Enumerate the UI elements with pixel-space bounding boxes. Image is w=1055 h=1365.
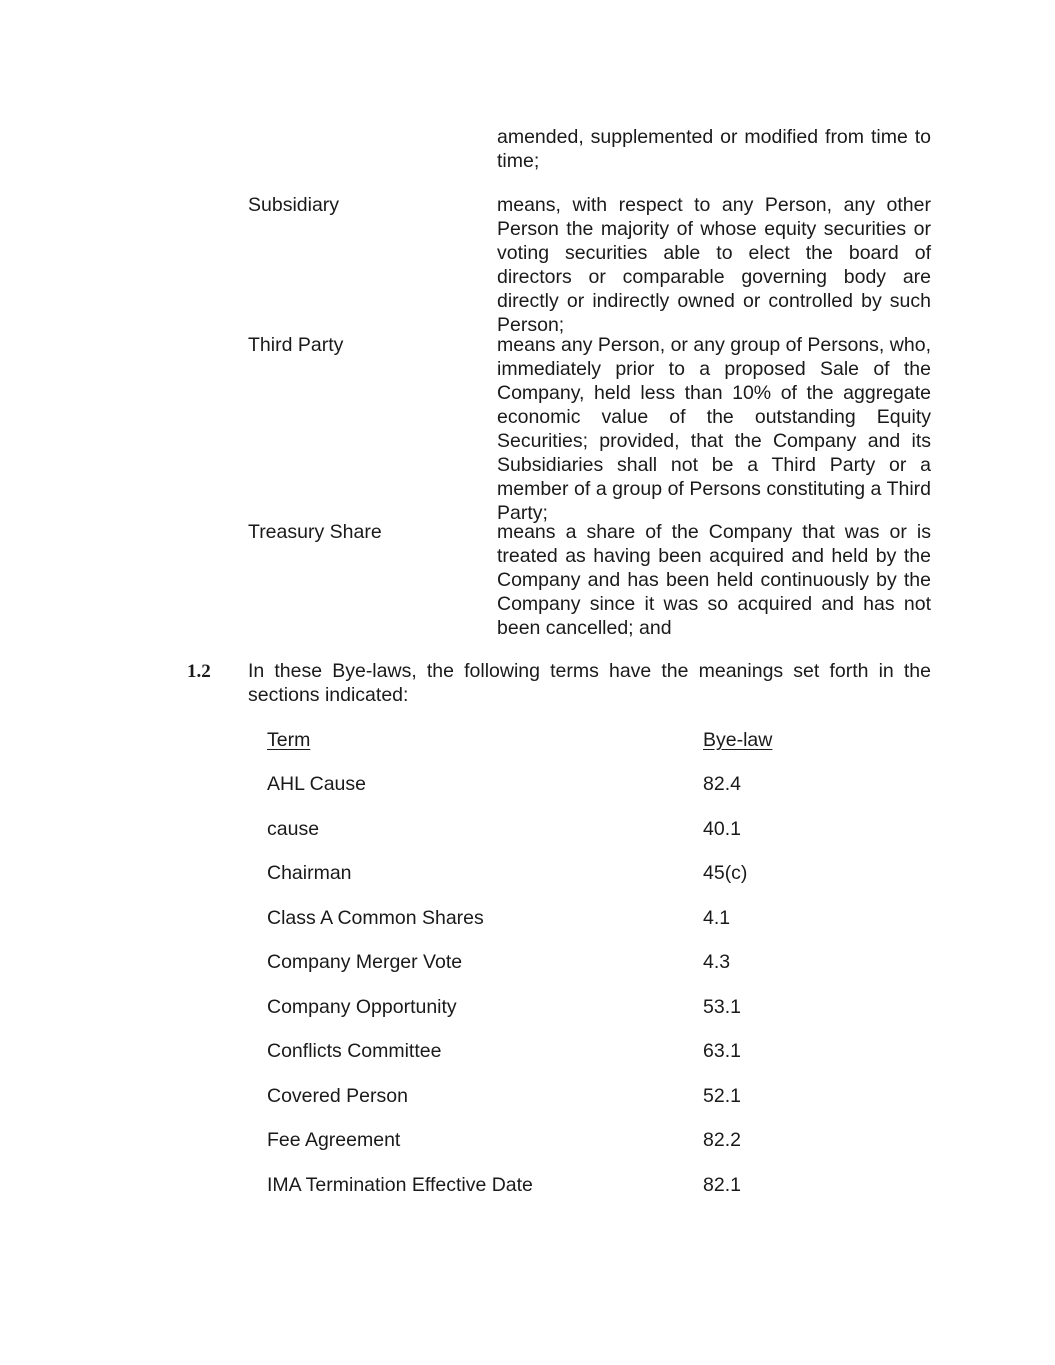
table-row bbox=[267, 1084, 787, 1108]
definition-continuation: amended, supplemented or modified from time to time; bbox=[497, 126, 931, 172]
term-cell: Fee Agreement bbox=[267, 1129, 401, 1151]
term-cell: Covered Person bbox=[267, 1085, 408, 1107]
definition-term: Third Party bbox=[248, 334, 344, 356]
definition-term: Subsidiary bbox=[248, 194, 340, 216]
bye-law-cell: 52.1 bbox=[703, 1085, 741, 1107]
term-cell: cause bbox=[267, 818, 320, 840]
term-cell: Company Opportunity bbox=[267, 996, 457, 1018]
table-row bbox=[267, 1039, 787, 1063]
definition-body: means any Person, or any group of Persons, who, immediately prior to a proposed Sale of the Company, held less than 10% of the aggregate economic value of the outstanding Equity Securities; provided, that the Company and its Subsidiaries shall not be a Third Party or a member of a group of Persons constituting a Third Party; bbox=[497, 334, 931, 524]
bye-law-cell: 63.1 bbox=[703, 1040, 741, 1062]
term-cell: Company Merger Vote bbox=[267, 951, 463, 973]
definition-term: Treasury Share bbox=[248, 521, 382, 543]
table-row bbox=[267, 1173, 787, 1197]
bye-law-cell: 45(c) bbox=[703, 862, 748, 884]
term-cell: Chairman bbox=[267, 862, 352, 884]
table-row bbox=[267, 950, 787, 974]
section-number: 1.2 bbox=[187, 661, 211, 682]
term-cell: AHL Cause bbox=[267, 773, 366, 795]
table-header bbox=[267, 728, 787, 752]
column-header-term: Term bbox=[267, 729, 311, 751]
table-row bbox=[267, 995, 787, 1019]
definition-body: means a share of the Company that was or is treated as having been acquired and held by the Company and has been held continuously by the Company since it was so acquired and has not been cancelled; and bbox=[497, 521, 931, 639]
term-cell: Conflicts Committee bbox=[267, 1040, 442, 1062]
bye-law-cell: 53.1 bbox=[703, 996, 741, 1018]
bye-law-cell: 82.1 bbox=[703, 1174, 741, 1196]
bye-law-cell: 4.3 bbox=[703, 951, 731, 973]
section-intro: In these Bye-laws, the following terms have the meanings set forth in the sections indicated: bbox=[248, 660, 931, 706]
bye-law-cell: 82.2 bbox=[703, 1129, 741, 1151]
table-row bbox=[267, 906, 787, 930]
column-header-bye-law: Bye-law bbox=[703, 729, 773, 751]
definition-body: means, with respect to any Person, any other Person the majority of whose equity securities or voting securities able to elect the board of directors or comparable governing body are directly or indirectly owned or controlled by such Person; bbox=[497, 194, 931, 336]
bye-law-cell: 40.1 bbox=[703, 818, 741, 840]
term-cell: IMA Termination Effective Date bbox=[267, 1174, 533, 1196]
table-row bbox=[267, 1128, 787, 1152]
term-cell: Class A Common Shares bbox=[267, 907, 484, 929]
bye-law-cell: 4.1 bbox=[703, 907, 731, 929]
table-row bbox=[267, 817, 787, 841]
bye-law-cell: 82.4 bbox=[703, 773, 741, 795]
table-row bbox=[267, 861, 787, 885]
table-row bbox=[267, 772, 787, 796]
